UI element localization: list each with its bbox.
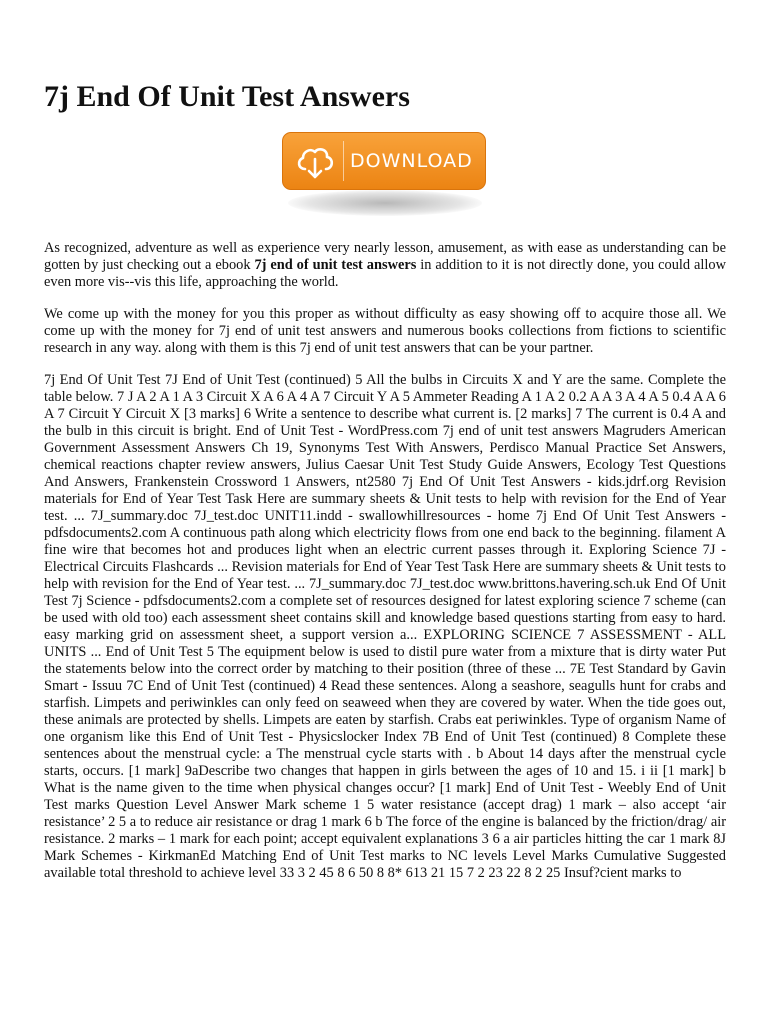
download-button[interactable] bbox=[282, 132, 486, 190]
intro-text-start: As recognized, adventure as well as experience very nearly lesson, amusement, as with ease as understanding can be gotten by just checking out a ebook bbox=[44, 240, 726, 273]
page-title: 7j End Of Unit Test Answers bbox=[44, 80, 410, 113]
intro-paragraph bbox=[44, 240, 726, 291]
download-banner bbox=[282, 132, 488, 224]
button-shadow bbox=[288, 190, 482, 216]
article-body bbox=[44, 240, 726, 897]
main-paragraph: 7j End Of Unit Test 7J End of Unit Test (continued) 5 All the bulbs in Circuits X and Y are the same. Complete the table below. 7 J A 2 A 1 A 3 Circuit X A 6 A 4 A 7 Circuit Y A 5 Ammeter Reading A 1 A 2 0.2 A A 3 A 4 A 5 0.4 A A 6 A 7 Circuit Y Circuit X [3 marks] 6 Write a sentence to describe what current is. [2 marks] 7 The current is 0.4 A and the bulb in this circuit is bright. End of Unit Test - WordPress.com 7j end of unit test answers Magruders American Government Assessment Answers Ch 19, Synonyms Test With Answers, Perdisco Manual Practice Set Answers, chemical reactions chapter review answers, Julius Caesar Unit Test Study Guide Answers, Ecology Test Questions And Answers, Frankenstein Crossword 1 Answers, nt2580 7j End Of Unit Test Answers - kids.jdrf.org Revision materials for End of Year Test Task Here are summary sheets & Unit tests to help with revision for the End of Year test. ... 7J_summary.doc 7J_test.doc UNIT11.indd - swallowhillresources - home 7j End Of Unit Test Answers - pdfsdocuments2.com A continuous path along which electricity flows from one end back to the beginning. filament A fine wire that becomes hot and produces light when an electric current passes through it. Exploring Science 7J - Electrical Circuits Flashcards ... Revision materials for End of Year Test Task Here are summary sheets & Unit tests to help with revision for the End of Year test. ... 7J_summary.doc 7J_test.doc www.brittons.havering.sch.uk End Of Unit Test 7j Science - pdfsdocuments2.com a complete set of resources designed for latest exploring science 7 scheme (can be used with old too) each assessment sheet contains skill and knowledge based questions starting from easy to hard. easy marking grid on assessment sheet, a support version a... EXPLORING SCIENCE 7 ASSESSMENT - ALL UNITS ... End of Unit Test 5 The equipment below is used to distil pure water from a mixture that is dirty water Put the statements below into the correct order by matching to their position (three of these ... 7E Test Standard by Gavin Smart - Issuu 7C End of Unit Test (continued) 4 Read these sentences. Along a seashore, seagulls hunt for crabs and starfish. Limpets and periwinkles can only feed on seaweed when they are covered by water. When the tide goes out, these animals are protected by shells. Limpets are eaten by starfish. Crabs eat periwinkles. Type of organism Name of one organism like this End of Unit Test - Physicslocker Index 7B End of Unit Test (continued) 8 Complete these sentences about the menstrual cycle: a The menstrual cycle starts with . b About 14 days after the menstrual cycle starts, occurs. [1 mark] 9aDescribe two changes that happen in girls between the ages of 10 and 15. i ii [1 mark] b What is the name given to the time when physical changes occur? [1 mark] End of Unit Test - Weebly End of Unit Test marks Question Level Answer Mark scheme 1 5 water resistance (accept drag) 1 mark – also accept ‘air resistance’ 2 5 a to reduce air resistance or drag 1 mark 6 b The force of the engine is balanced by the friction/drag/ air resistance. 2 marks – 1 mark for each point; accept equivalent explanations 3 6 a air particles hitting the car 1 mark 8J Mark Schemes - KirkmanEd Matching End of Unit Test marks to NC levels Level Marks Cumulative Suggested available total threshold to achieve level 33 3 2 45 8 6 50 8 8* 613 21 15 7 2 23 22 8 2 25 Insuf?cient marks to bbox=[44, 372, 726, 881]
second-paragraph: We come up with the money for you this proper as without difficulty as easy showing off to acquire those all. We come up with the money for 7j end of unit test answers and numerous books collections from fictions to scientific research in any way. along with them is this 7j end of unit test answers that can be your partner. bbox=[44, 306, 726, 356]
button-divider bbox=[343, 141, 344, 181]
download-label: DOWNLOAD bbox=[350, 150, 473, 172]
cloud-download-icon bbox=[287, 133, 343, 189]
intro-text-end: in addition to it is not directly done, you could allow even more vis--vis this life, approaching the world. bbox=[44, 257, 726, 290]
intro-bold-link: 7j end of unit test answers bbox=[254, 257, 417, 273]
